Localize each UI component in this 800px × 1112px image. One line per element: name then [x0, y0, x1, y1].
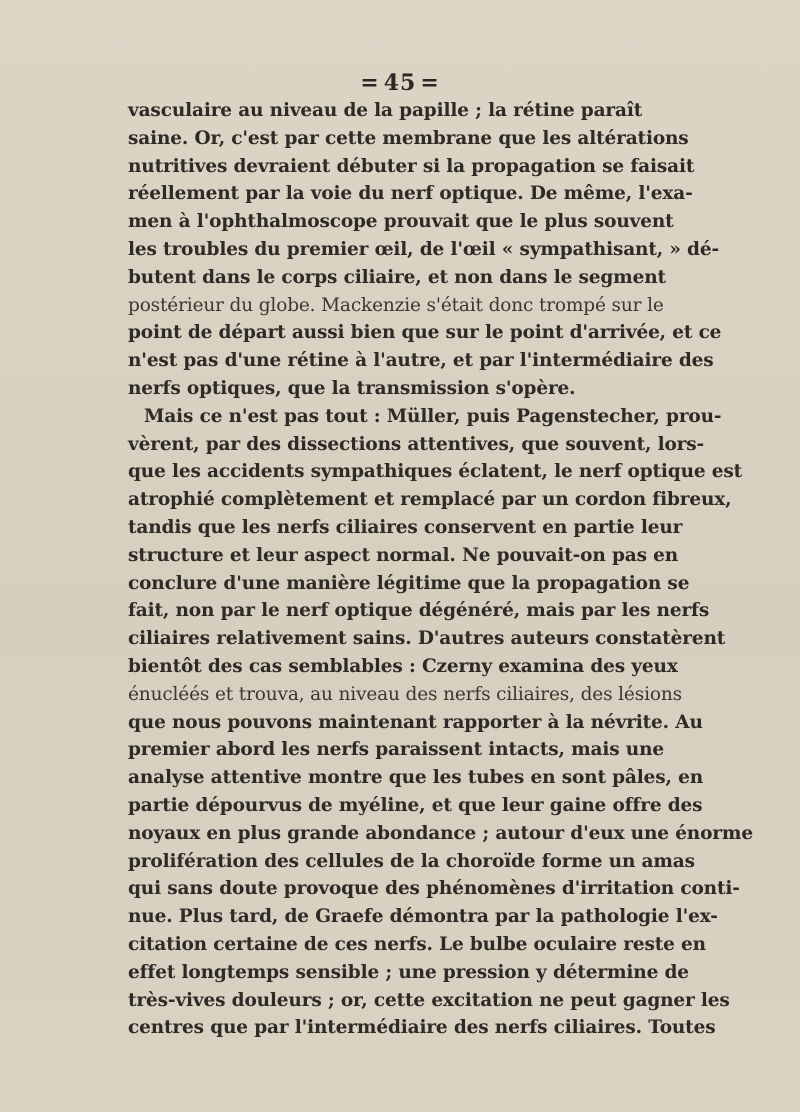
- text-line: nue. Plus tard, de Graefe démontra par la pathologie l'ex-: [128, 906, 718, 928]
- text-line: postérieur du globe. Mackenzie s'était donc trompé sur le: [128, 294, 664, 316]
- text-line: men à l'ophthalmoscope prouvait que le plus souvent: [128, 211, 674, 233]
- text-line: bientôt des cas semblables : Czerny examina des yeux: [128, 655, 678, 677]
- text-line: vèrent, par des dissections attentives, que souvent, lors-: [128, 433, 705, 455]
- text-line: saine. Or, c'est par cette membrane que les altérations: [128, 127, 689, 149]
- body-text: [128, 97, 753, 1042]
- text-line: nerfs optiques, que la transmission s'opère.: [128, 377, 576, 399]
- text-line: effet longtemps sensible ; une pression y détermine de: [128, 961, 689, 983]
- text-line: premier abord les nerfs paraissent intacts, mais une: [128, 739, 664, 761]
- text-line: que nous pouvons maintenant rapporter à la névrite. Au: [128, 711, 703, 733]
- text-line: butent dans le corps ciliaire, et non dans le segment: [128, 266, 666, 288]
- text-line: tandis que les nerfs ciliaires conservent en partie leur: [128, 516, 683, 538]
- text-line: vasculaire au niveau de la papille ; la rétine paraît: [128, 100, 643, 121]
- text-line: n'est pas d'une rétine à l'autre, et par l'intermédiaire des: [128, 350, 714, 372]
- text-line: Mais ce n'est pas tout : Müller, puis Pagenstecher, prou-: [144, 405, 722, 427]
- page-number: = 45 =: [0, 70, 800, 96]
- text-line: point de départ aussi bien que sur le point d'arrivée, et ce: [128, 322, 722, 344]
- text-line: structure et leur aspect normal. Ne pouvait-on pas en: [128, 544, 679, 566]
- text-line: atrophié complètement et remplacé par un cordon fibreux,: [128, 489, 732, 511]
- text-line: nutritives devraient débuter si la propagation se faisait: [128, 155, 695, 177]
- text-line: très-vives douleurs ; or, cette excitation ne peut gagner les: [128, 989, 730, 1011]
- text-line: réellement par la voie du nerf optique. De même, l'exa-: [128, 183, 693, 205]
- text-line: centres que par l'intermédiaire des nerfs ciliaires. Toutes: [128, 1017, 716, 1039]
- text-line: qui sans doute provoque des phénomènes d'irritation conti-: [128, 878, 740, 900]
- text-line: noyaux en plus grande abondance ; autour d'eux une énorme: [128, 822, 753, 844]
- text-line: que les accidents sympathiques éclatent, le nerf optique est: [128, 461, 743, 483]
- text-line: énucléés et trouva, au niveau des nerfs ciliaires, des lésions: [128, 683, 682, 705]
- text-line: analyse attentive montre que les tubes en sont pâles, en: [128, 767, 704, 789]
- text-line: fait, non par le nerf optique dégénéré, mais par les nerfs: [128, 600, 710, 622]
- text-line: les troubles du premier œil, de l'œil « sympathisant, » dé-: [128, 238, 719, 260]
- text-line: conclure d'une manière légitime que la propagation se: [128, 572, 690, 594]
- text-line: partie dépourvus de myéline, et que leur gaine offre des: [128, 794, 703, 816]
- text-line: prolifération des cellules de la choroïde forme un amas: [128, 850, 695, 872]
- text-line: ciliaires relativement sains. D'autres auteurs constatèrent: [128, 628, 726, 650]
- text-line: citation certaine de ces nerfs. Le bulbe oculaire reste en: [128, 933, 706, 955]
